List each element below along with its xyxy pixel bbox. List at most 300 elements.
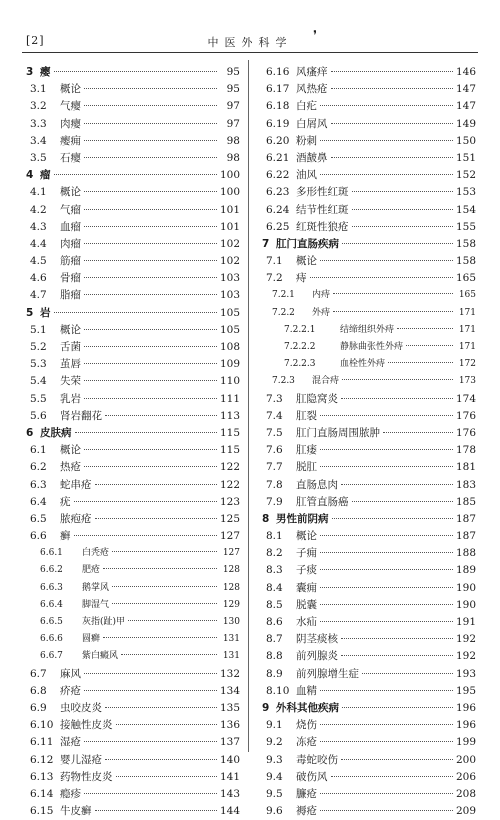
entry-number: 4.4 [30,237,47,250]
entry-title: 直肠息肉 [296,478,338,491]
entry-page: 130 [222,617,240,627]
dot-leader [75,432,217,433]
toc-entry [26,133,240,150]
entry-page: 147 [455,100,476,113]
dot-leader [84,157,217,158]
entry-title: 虫咬皮炎 [60,701,102,714]
entry-page: 110 [219,375,240,388]
entry-title: 外痔 [312,307,331,318]
entry-number: 6.7 [30,667,47,680]
entry-title: 肥疮 [82,565,101,576]
dot-leader [112,603,217,604]
entry-number: 6.23 [266,186,290,199]
toc-entry [262,580,476,597]
entry-title: 烧伤 [296,719,317,732]
entry-page: 171 [458,307,476,318]
entry-page: 103 [219,289,240,302]
entry-title: 概论 [60,83,81,96]
entry-page: 158 [455,237,476,250]
entry-page: 152 [455,169,476,182]
entry-page: 200 [455,753,476,766]
entry-title: 瘿 [40,66,51,78]
entry-title: 白秃疮 [82,548,110,559]
entry-page: 144 [219,805,240,818]
entry-title: 鹅掌风 [82,582,110,593]
dot-leader [320,724,453,725]
toc-entry [26,803,240,820]
toc-entry [262,270,476,287]
entry-number: 6.18 [266,100,290,113]
entry-number: 4.7 [30,289,47,302]
book-title: 中医外科学 [207,36,293,49]
dot-leader [84,226,217,227]
toc-entry [262,287,476,304]
toc-entry [26,614,240,631]
dot-leader [84,329,217,330]
entry-number: 7.3 [266,392,283,405]
entry-number: 6.14 [30,787,54,800]
entry-page: 191 [455,616,476,628]
entry-page: 103 [219,272,240,285]
toc-entry [26,734,240,751]
entry-title: 冻疮 [296,736,317,749]
entry-page: 102 [219,255,240,268]
entry-page: 105 [219,306,240,319]
dot-leader [406,345,453,346]
entry-title: 粉刺 [296,134,317,147]
dot-leader [84,741,217,742]
entry-page: 158 [455,255,476,268]
entry-page: 127 [222,548,240,559]
dot-leader [84,191,217,192]
dot-leader [84,363,217,364]
toc-entry [262,666,476,683]
dot-leader [320,569,453,570]
dot-leader [320,174,453,175]
dot-leader [352,501,453,502]
toc-entry [262,803,476,820]
dot-leader [95,518,217,519]
toc-entry [26,459,240,476]
entry-number: 7.9 [266,495,283,508]
entry-page: 137 [219,736,240,749]
entry-title: 气瘿 [60,100,81,113]
toc-entry [26,253,240,270]
toc-entry [262,98,476,115]
entry-title: 脱肛 [296,461,317,474]
entry-number: 7.2.2.1 [284,324,316,335]
entry-title: 肛门直肠疾病 [276,237,339,250]
entry-number: 9.4 [266,770,283,783]
entry-title: 脂瘤 [60,289,81,302]
entry-title: 褥疮 [296,805,317,818]
entry-number: 6.10 [30,719,54,732]
entry-title: 蛇串疮 [60,478,92,491]
entry-page: 185 [455,495,476,508]
dot-leader [54,71,218,72]
entry-title: 接触性皮炎 [60,719,113,732]
toc-entry [26,631,240,648]
dot-leader [331,123,453,124]
dot-leader [84,380,217,381]
dot-leader [320,793,453,794]
entry-number: 6.6.3 [40,582,63,593]
toc-right-column [262,64,476,820]
dot-leader [103,568,217,569]
entry-number: 6.4 [30,495,47,508]
entry-page: 125 [219,512,240,525]
entry-title: 结节性红斑 [296,203,349,216]
entry-title: 油风 [296,169,317,182]
entry-title: 男性前阴病 [276,512,329,525]
entry-title: 臁疮 [296,787,317,800]
entry-number: 6.12 [30,753,54,766]
entry-page: 105 [219,323,240,336]
entry-title: 肉瘤 [60,237,81,250]
entry-page: 199 [455,736,476,749]
toc-entry [26,562,240,579]
entry-page: 101 [219,220,240,233]
entry-number: 9.3 [266,753,283,766]
entry-page: 150 [455,134,476,147]
entry-page: 154 [455,203,476,216]
dot-leader [331,88,453,89]
dot-leader [341,759,453,760]
entry-title: 骨瘤 [60,272,81,285]
entry-number: 4 [26,169,34,182]
entry-page: 101 [219,203,240,216]
entry-number: 8 [262,512,270,525]
entry-number: 6.2 [30,461,47,474]
entry-title: 失荣 [60,375,81,388]
entry-number: 4.1 [30,186,47,199]
entry-number: 7.1 [266,255,283,268]
toc-entry [262,545,476,562]
toc-entry [262,391,476,408]
entry-number: 7.2.2.2 [284,342,316,352]
toc-entry [262,219,476,236]
toc-entry [262,477,476,494]
entry-page: 190 [455,581,476,594]
entry-number: 7.2 [266,272,283,285]
entry-page: 187 [455,512,476,525]
entry-page: 95 [226,66,240,78]
entry-page: 111 [219,392,240,405]
entry-number: 6.6.5 [40,617,63,627]
entry-page: 165 [458,290,476,301]
dot-leader [341,484,453,485]
column-divider [248,60,249,752]
entry-number: 3.4 [30,134,47,147]
entry-page: 209 [455,805,476,818]
dot-leader [105,415,217,416]
entry-page: 108 [219,341,240,353]
toc-entry [26,64,240,81]
entry-number: 8.5 [266,598,283,611]
entry-number: 6.3 [30,478,47,491]
entry-page: 165 [455,272,476,285]
toc-entry [262,356,476,373]
dot-leader [320,140,453,141]
entry-page: 149 [455,117,476,130]
entry-page: 189 [455,564,476,577]
entry-page: 206 [455,770,476,783]
entry-title: 石瘿 [60,151,81,164]
toc-entry [262,459,476,476]
entry-page: 173 [458,376,476,387]
toc-entry [262,528,476,545]
toc-entry [262,322,476,339]
dot-leader [112,551,217,552]
dot-leader [84,277,217,278]
entry-number: 8.3 [266,564,283,577]
entry-page: 136 [219,719,240,732]
entry-number: 4.5 [30,255,47,268]
entry-title: 痔 [296,272,307,285]
entry-page: 174 [455,392,476,405]
dot-leader [333,293,453,294]
dot-leader [310,277,453,278]
entry-title: 血精 [296,684,317,697]
entry-number: 3 [26,66,34,78]
dot-leader [103,637,217,638]
dot-leader [54,174,217,175]
entry-title: 麻风 [60,667,81,680]
entry-number: 6 [26,426,34,439]
toc-entry [262,184,476,201]
toc-entry [262,734,476,751]
entry-title: 毒蛇咬伤 [296,753,338,766]
dot-leader [388,362,453,363]
entry-title: 酒皶鼻 [296,151,328,164]
entry-page: 128 [222,565,240,576]
entry-number: 8.9 [266,667,283,680]
entry-title: 牛皮癣 [60,805,92,818]
dot-leader [84,449,217,450]
entry-page: 178 [455,444,476,457]
dot-leader [116,776,217,777]
entry-title: 肛隐窝炎 [296,392,338,405]
dot-leader [342,707,453,708]
toc-entry [26,442,240,459]
entry-page: 98 [226,134,240,147]
toc-entry [26,683,240,700]
toc-entry [26,339,240,356]
dot-leader [320,810,453,811]
entry-number: 6.24 [266,203,290,216]
dot-leader [352,209,453,210]
toc-entry [26,219,240,236]
entry-title: 婴儿湿疮 [60,753,102,766]
toc-entry [26,700,240,717]
entry-page: 155 [455,220,476,233]
entry-page: 196 [455,701,476,714]
entry-number: 6.9 [30,701,47,714]
entry-page: 176 [455,409,476,422]
toc-entry [26,477,240,494]
entry-number: 9.6 [266,805,283,818]
entry-number: 6.21 [266,151,290,164]
entry-page: 127 [219,530,240,543]
dot-leader [320,552,453,553]
toc-left-column [26,64,240,820]
toc-entry [262,631,476,648]
toc-entry [26,305,240,322]
toc-entry [26,150,240,167]
entry-page: 115 [219,444,240,457]
entry-title: 瘿痈 [60,134,81,147]
entry-number: 5.2 [30,341,47,353]
entry-number: 6.6.2 [40,565,63,576]
toc-entry [26,322,240,339]
toc-entry [262,717,476,734]
entry-number: 9 [262,701,270,714]
toc-entry [26,81,240,98]
entry-title: 血栓性外痔 [340,359,386,370]
entry-title: 乳岩 [60,392,81,405]
entry-title: 囊痈 [296,581,317,594]
entry-number: 6.16 [266,66,290,78]
toc-entry [262,150,476,167]
entry-title: 肛管直肠癌 [296,495,349,508]
entry-number: 4.3 [30,220,47,233]
toc-entry [262,167,476,184]
dot-leader [383,432,453,433]
dot-leader [320,260,453,261]
toc-entry [262,494,476,511]
dot-leader [84,88,217,89]
entry-title: 筋瘤 [60,255,81,268]
dot-leader [84,673,217,674]
entry-page: 143 [219,787,240,800]
dot-leader [84,466,217,467]
entry-number: 6.6.1 [40,548,63,559]
toc-entry [262,786,476,803]
entry-number: 5.4 [30,375,47,388]
entry-number: 3.3 [30,117,47,130]
toc-entry [26,545,240,562]
entry-title: 气瘤 [60,203,81,216]
entry-title: 岩 [40,306,51,319]
toc-entry [262,236,476,253]
dot-leader [320,415,453,416]
entry-title: 子痈 [296,547,317,560]
entry-number: 7.2.2 [272,307,295,318]
toc-entry [26,666,240,683]
toc-entry [262,562,476,579]
entry-title: 概论 [296,255,317,268]
entry-page: 135 [219,701,240,714]
toc-entry [26,356,240,373]
toc-entry [262,683,476,700]
entry-number: 8.10 [266,684,290,697]
toc-entry [26,494,240,511]
entry-title: 红斑性狼疮 [296,220,349,233]
toc-entry [26,597,240,614]
entry-number: 6.6 [30,530,47,543]
entry-number: 6.17 [266,83,290,96]
dot-leader [84,123,217,124]
entry-page: 147 [455,83,476,96]
dot-leader [342,243,453,244]
entry-page: 109 [219,358,240,371]
entry-number: 6.19 [266,117,290,130]
dot-leader [84,243,217,244]
dot-leader [84,398,217,399]
entry-number: 5.5 [30,392,47,405]
toc-entry [262,425,476,442]
entry-title: 血瘤 [60,220,81,233]
dot-leader [84,140,217,141]
stray-mark: ❜ [313,28,318,42]
dot-leader [320,466,453,467]
entry-title: 水疝 [296,616,317,628]
dot-leader [397,328,453,329]
dot-leader [341,655,453,656]
entry-page: 140 [219,753,240,766]
toc-entry [26,373,240,390]
entry-page: 102 [219,237,240,250]
dot-leader [84,105,217,106]
toc-entry [262,253,476,270]
entry-page: 195 [455,684,476,697]
dot-leader [331,157,453,158]
entry-title: 风热疮 [296,83,328,96]
entry-title: 疣 [60,495,71,508]
toc-entry [262,133,476,150]
entry-number: 6.5 [30,512,47,525]
toc-entry [26,717,240,734]
entry-title: 脚湿气 [82,599,110,610]
entry-number: 8.8 [266,650,283,663]
entry-title: 疥疮 [60,684,81,697]
entry-page: 208 [455,787,476,800]
toc-entry [26,236,240,253]
entry-title: 热疮 [60,461,81,474]
entry-number: 3.5 [30,151,47,164]
entry-title: 皮肤病 [40,426,72,439]
entry-title: 外科其他疾病 [276,701,339,714]
entry-page: 188 [455,547,476,560]
dot-leader [320,449,453,450]
entry-title: 前列腺炎 [296,650,338,663]
entry-number: 7.2.2.3 [284,359,316,370]
entry-number: 9.2 [266,736,283,749]
entry-page: 123 [219,495,240,508]
entry-number: 7.6 [266,444,283,457]
entry-number: 8.1 [266,530,283,543]
toc-entry [262,769,476,786]
entry-page: 100 [219,186,240,199]
toc-entry [262,442,476,459]
entry-page: 141 [219,770,240,783]
toc-entry [262,614,476,631]
dot-leader [128,620,217,621]
dot-leader [352,191,453,192]
entry-page: 196 [455,719,476,732]
toc-entry [262,116,476,133]
entry-page: 146 [455,66,476,78]
entry-page: 97 [226,117,240,130]
entry-number: 6.20 [266,134,290,147]
entry-title: 湿疮 [60,736,81,749]
entry-title: 概论 [296,530,317,543]
dot-leader [320,105,453,106]
entry-page: 181 [455,461,476,474]
entry-number: 7 [262,237,270,250]
entry-page: 115 [219,426,240,439]
entry-number: 6.13 [30,770,54,783]
